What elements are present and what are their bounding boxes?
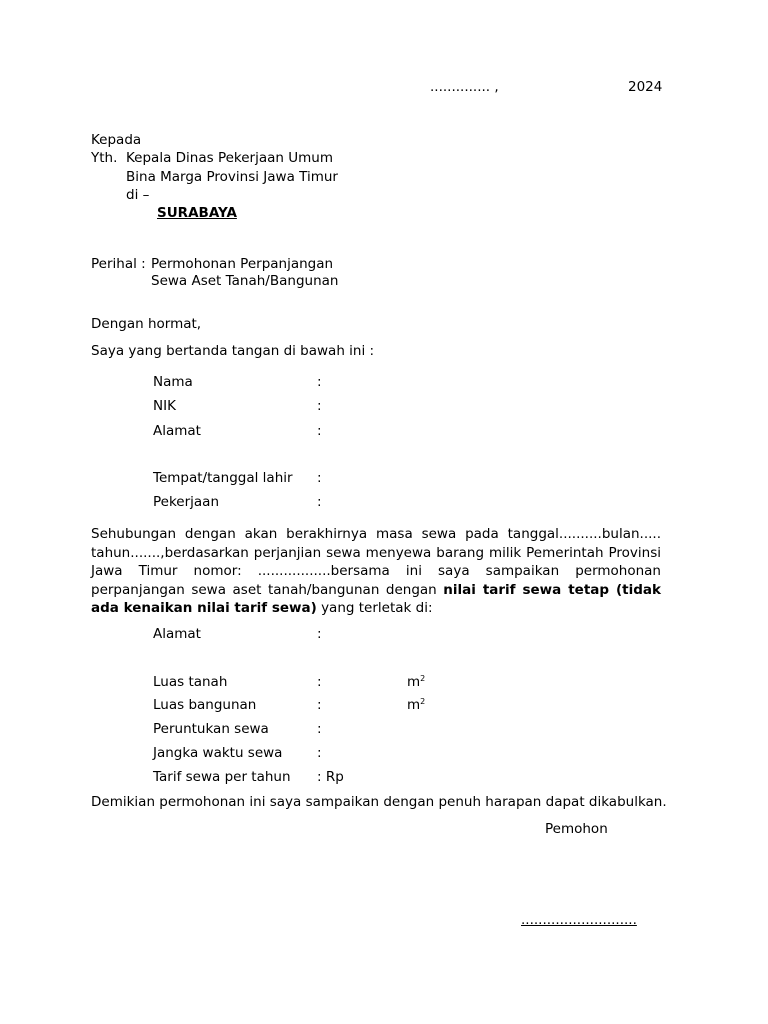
recipient-yth: Yth. (91, 150, 118, 166)
recipient-line1: Kepala Dinas Pekerjaan Umum (126, 150, 333, 166)
place-date: .............. , (430, 79, 499, 95)
field-nik-colon: : (317, 398, 322, 414)
field-ttl-label: Tempat/tanggal lahir (153, 470, 293, 486)
field-nama-colon: : (317, 374, 322, 390)
asset-tarif-value: : Rp (317, 769, 344, 785)
asset-luas-bangunan-unit: $m^2$ (407, 697, 426, 713)
closing-sentence: Demikian permohonan ini saya sampaikan dengan penuh harapan dapat dikabulkan. (91, 794, 667, 810)
subject-line1: Permohonan Perpanjangan (151, 256, 334, 272)
signature-title: Pemohon (545, 821, 608, 837)
subject-line2: Sewa Aset Tanah/Bangunan (151, 273, 339, 289)
recipient-city: SURABAYA (157, 205, 237, 221)
body-paragraph (91, 525, 661, 618)
field-pekerjaan-label: Pekerjaan (153, 494, 220, 510)
body-text-bold: nilai tarif sewa tetap (tidak ada kenaikan nilai tarif sewa) (91, 581, 661, 616)
field-alamat-label: Alamat (153, 423, 201, 439)
asset-luas-tanah-unit: $m^2$ (407, 674, 426, 690)
asset-luas-bangunan-label: Luas bangunan (153, 697, 257, 713)
field-ttl-colon: : (317, 470, 322, 486)
asset-luas-bangunan-colon: : (317, 697, 322, 713)
asset-peruntukan-colon: : (317, 721, 322, 737)
letter-year: 2024 (628, 79, 663, 95)
asset-luas-tanah-colon: : (317, 674, 322, 690)
field-nama-label: Nama (153, 374, 193, 390)
asset-jangka-label: Jangka waktu sewa (153, 745, 283, 761)
signature-line: ........................... (521, 912, 637, 928)
asset-alamat-label: Alamat (153, 626, 201, 642)
asset-peruntukan-label: Peruntukan sewa (153, 721, 269, 737)
body-text-part2: yang terletak di: (316, 600, 433, 616)
asset-alamat-colon: : (317, 626, 322, 642)
field-pekerjaan-colon: : (317, 494, 322, 510)
recipient-line3: di – (126, 187, 150, 203)
intro: Saya yang bertanda tangan di bawah ini : (91, 343, 375, 359)
asset-jangka-colon: : (317, 745, 322, 761)
field-nik-label: NIK (153, 398, 176, 414)
recipient-kepada: Kepada (91, 132, 142, 148)
asset-luas-tanah-label: Luas tanah (153, 674, 228, 690)
field-alamat-colon: : (317, 423, 322, 439)
body-text-part1: Sehubungan dengan akan berakhirnya masa sewa pada tanggal..........bulan..... tahun.......,berdasarkan perjanjian sewa menyewa barang milik Pemerintah Provinsi Jawa Timur nomor: .................bersama ini saya sampaikan permohonan perpanjangan sewa aset tanah/bangunan dengan (91, 526, 661, 598)
asset-tarif-label: Tarif sewa per tahun (153, 769, 291, 785)
recipient-line2: Bina Marga Provinsi Jawa Timur (126, 169, 338, 185)
greeting: Dengan hormat, (91, 316, 202, 332)
subject-label: Perihal : (91, 256, 146, 272)
